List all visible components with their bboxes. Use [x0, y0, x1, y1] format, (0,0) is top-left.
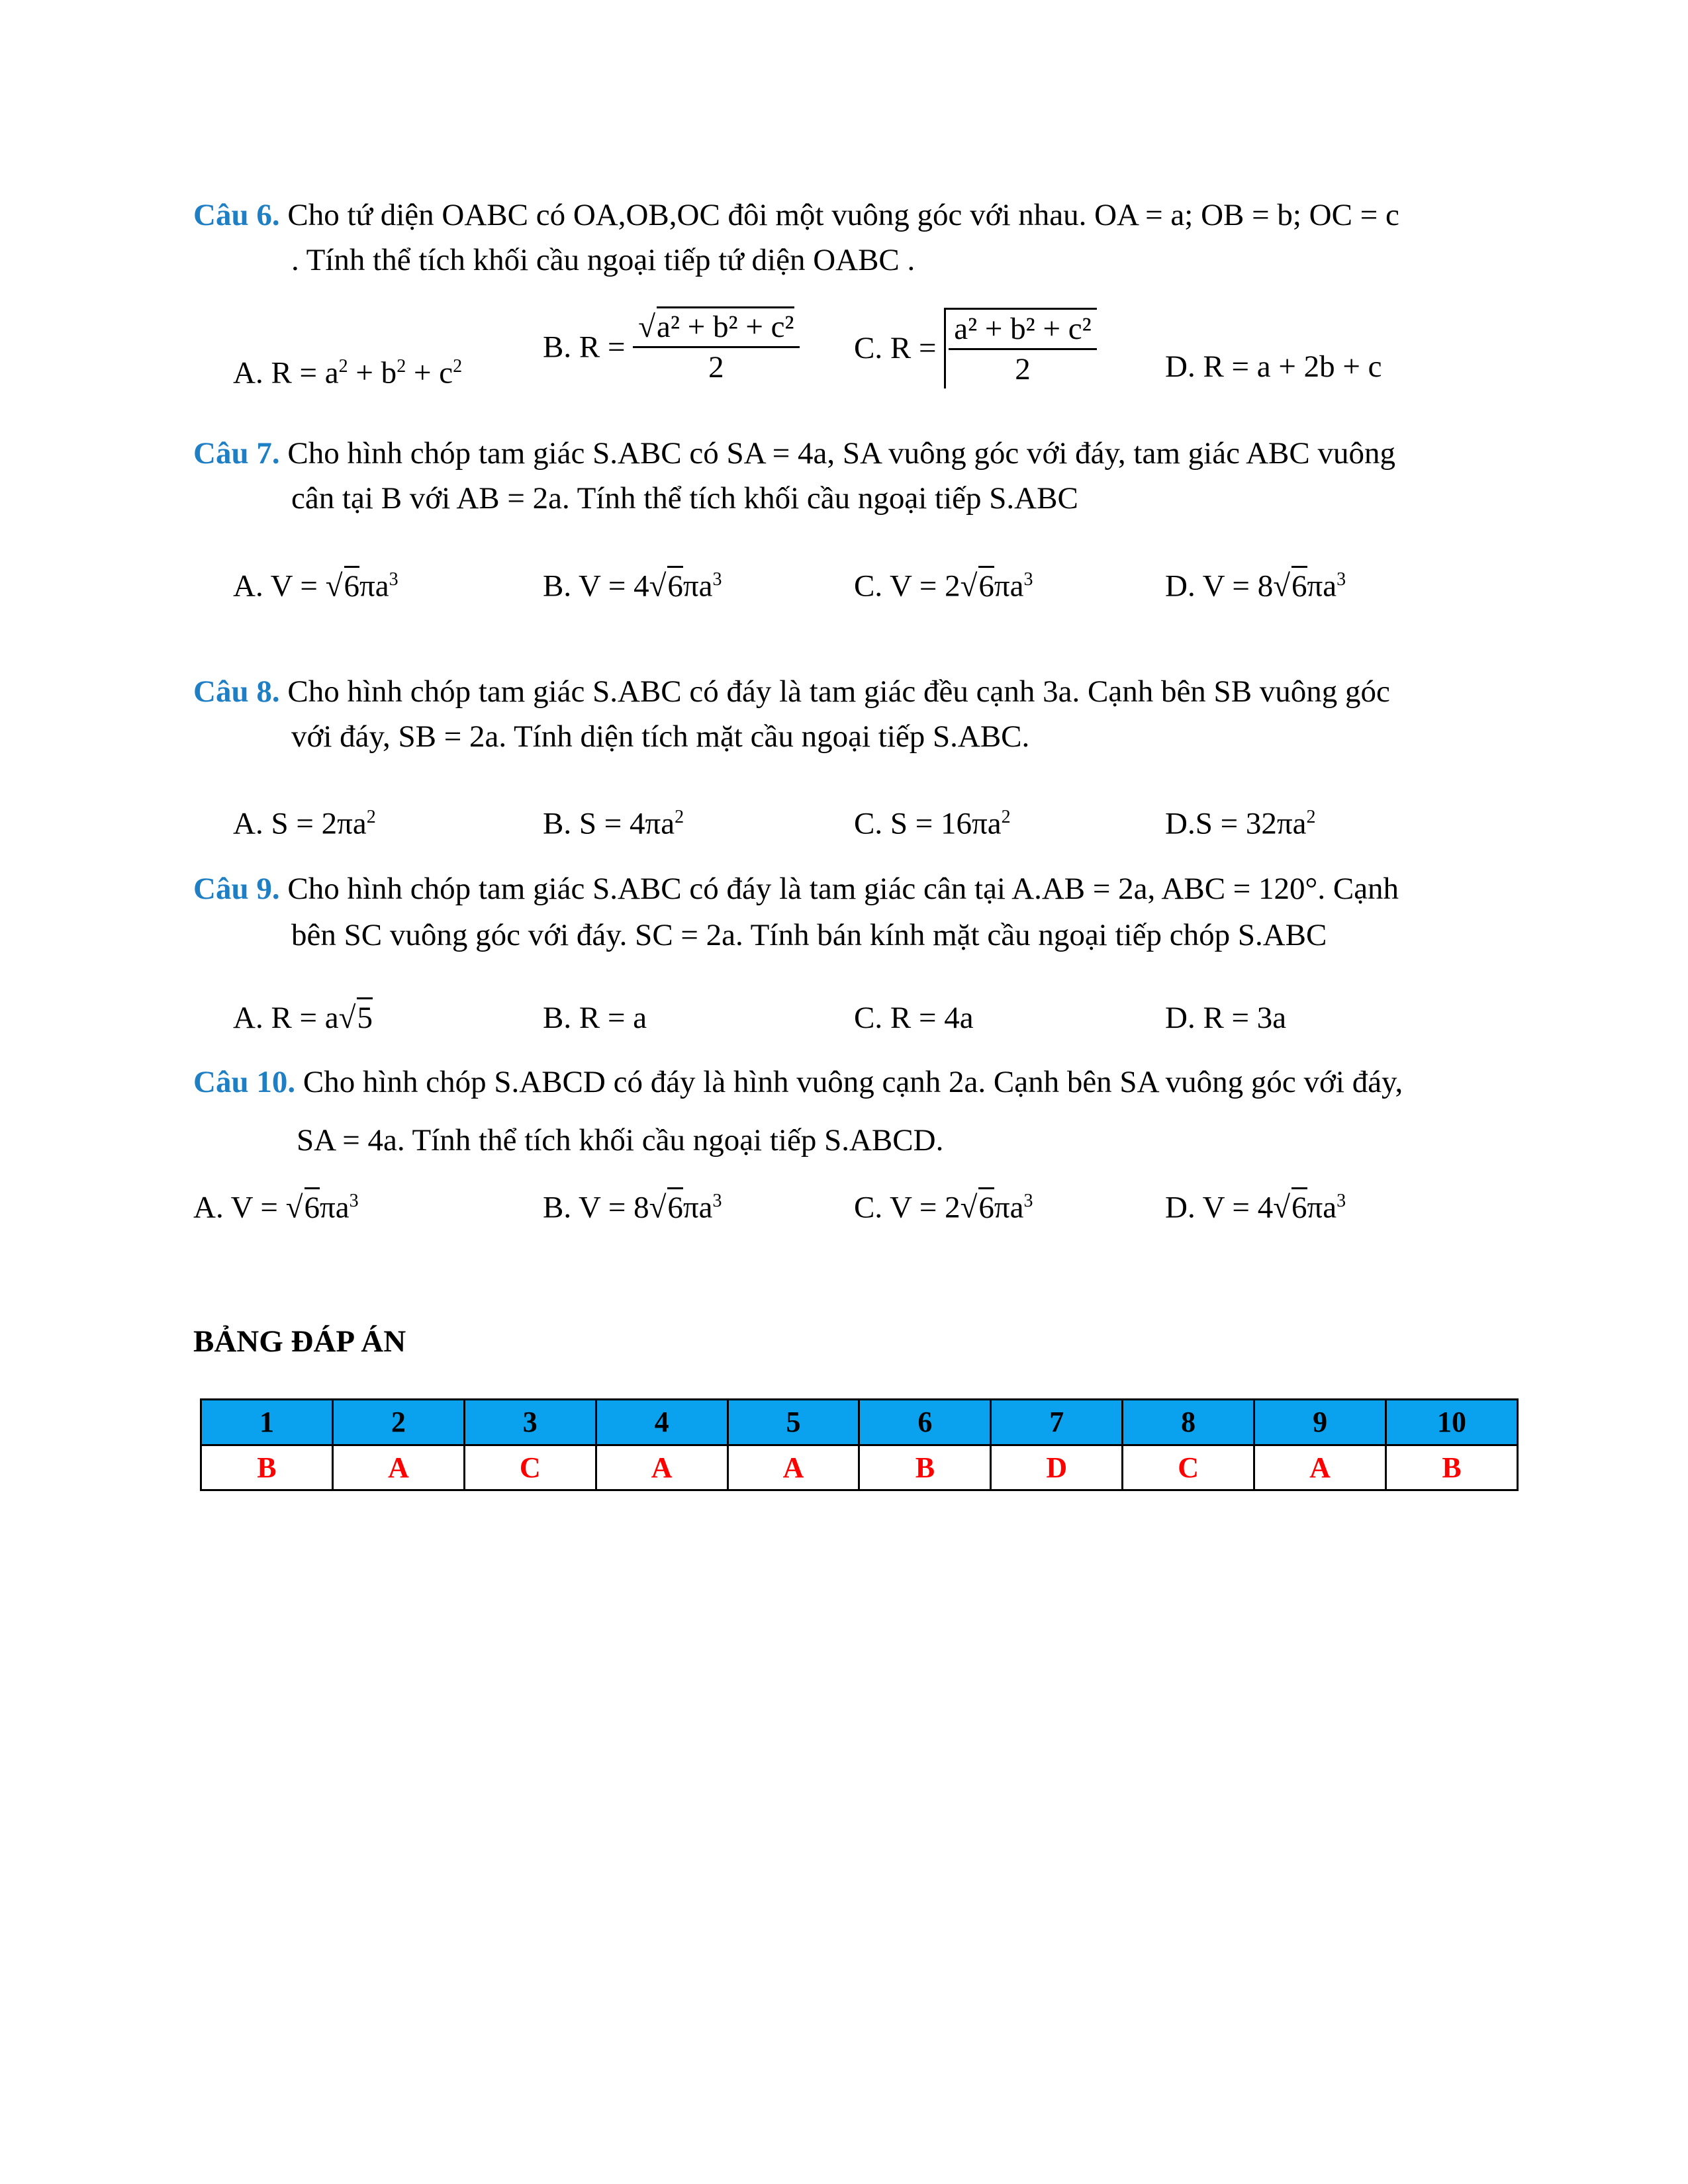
question-number-cell: 9 [1254, 1400, 1386, 1445]
option-10d: D. $V = 4√6\pi a^3$ [1165, 1181, 1346, 1228]
question-6-line2: . Tính thể tích khối cầu ngoại tiếp tứ diện OABC . [291, 243, 915, 277]
option-6d: D. R = a + 2b + c [1165, 349, 1382, 384]
question-10-line1: Câu 10. Cho hình chóp S.ABCD có đáy là hình vuông cạnh 2a. Cạnh bên SA vuông góc với đáy, [193, 1065, 1403, 1099]
question-label: Câu 10. [193, 1065, 296, 1099]
answer-key-answer-row [201, 1445, 1518, 1490]
answer-key-heading: BẢNG ĐÁP ÁN [193, 1324, 406, 1359]
answer-cell: A [1254, 1445, 1386, 1490]
question-number-cell: 7 [991, 1400, 1123, 1445]
option-6c: C. R = $\frac{\text{a² + b² + c²}}{2}$ [854, 308, 1097, 388]
question-label: Câu 8. [193, 674, 280, 709]
question-8-line2: với đáy, SB = 2a. Tính diện tích mặt cầu ngoại tiếp S.ABC. [291, 719, 1030, 754]
question-number-cell: 3 [464, 1400, 596, 1445]
question-6-line1: Câu 6. Cho tứ diện OABC có OA,OB,OC đôi một vuông góc với nhau. OA = a; OB = b; OC = c [193, 198, 1399, 232]
option-8d: $D.S = 32\pi a^2$ [1165, 806, 1316, 841]
option-7a: A. $V = √6\pi a^3$ [233, 560, 399, 606]
option-8c: C. $S = 16\pi a^2$ [854, 806, 1011, 841]
option-8b: B. $S = 4\pi a^2$ [543, 806, 684, 841]
answer-cell: A [727, 1445, 859, 1490]
question-label: Câu 9. [193, 872, 280, 906]
question-number-cell: 8 [1123, 1400, 1254, 1445]
option-6a: A. $R = a^2 + b^2 + c^2$ [233, 355, 463, 390]
question-label: Câu 7. [193, 436, 280, 471]
option-9d: D. R = 3a [1165, 1001, 1287, 1035]
option-9c: C. R = 4a [854, 1001, 974, 1035]
answer-cell: B [201, 1445, 333, 1490]
answer-cell: C [464, 1445, 596, 1490]
question-number-cell: 5 [727, 1400, 859, 1445]
question-label: Câu 6. [193, 198, 280, 232]
question-number-cell: 6 [859, 1400, 991, 1445]
question-7-line1: Câu 7. Cho hình chóp tam giác S.ABC có SA = 4a, SA vuông góc với đáy, tam giác ABC vuông [193, 436, 1395, 471]
question-number-cell: 1 [201, 1400, 333, 1445]
question-number-cell: 4 [596, 1400, 727, 1445]
answer-key-table [200, 1398, 1519, 1491]
question-7-line2: cân tại B với AB = 2a. Tính thể tích khối cầu ngoại tiếp S.ABC [291, 481, 1078, 516]
answer-cell: C [1123, 1445, 1254, 1490]
answer-cell: B [859, 1445, 991, 1490]
answer-cell: D [991, 1445, 1123, 1490]
option-10b: B. $V = 8√6\pi a^3$ [543, 1181, 722, 1228]
answer-cell: A [332, 1445, 464, 1490]
question-number-cell: 2 [332, 1400, 464, 1445]
question-number-cell: 10 [1386, 1400, 1518, 1445]
option-10c: C. $V = 2√6\pi a^3$ [854, 1181, 1033, 1228]
option-8a: A. $S = 2\pi a^2$ [233, 806, 376, 841]
answer-cell: A [596, 1445, 727, 1490]
option-7d: D. $V = 8√6\pi a^3$ [1165, 560, 1346, 606]
question-9-line1: Câu 9. Cho hình chóp tam giác S.ABC có đáy là tam giác cân tại A.AB = 2a, ABC = 120°. Cạnh [193, 872, 1399, 906]
option-7b: B. $V = 4√6\pi a^3$ [543, 560, 722, 606]
question-9-line2: bên SC vuông góc với đáy. SC = 2a. Tính bán kính mặt cầu ngoại tiếp chóp S.ABC [291, 918, 1327, 952]
option-10a: A. $V = √6\pi a^3$ [193, 1181, 359, 1228]
answer-cell: B [1386, 1445, 1518, 1490]
option-9a: A. R = a√5 [233, 998, 373, 1038]
question-10-line2: SA = 4a. Tính thể tích khối cầu ngoại tiếp S.ABCD. [297, 1123, 944, 1158]
answer-key-header-row [201, 1400, 1518, 1445]
option-6b: B. R = $\frac{\text{√a² + b² + c²}}{2}$ [543, 308, 800, 387]
option-7c: C. $V = 2√6\pi a^3$ [854, 560, 1033, 606]
question-8-line1: Câu 8. Cho hình chóp tam giác S.ABC có đáy là tam giác đều cạnh 3a. Cạnh bên SB vuông góc [193, 674, 1390, 709]
option-9b: B. R = a [543, 1001, 647, 1035]
